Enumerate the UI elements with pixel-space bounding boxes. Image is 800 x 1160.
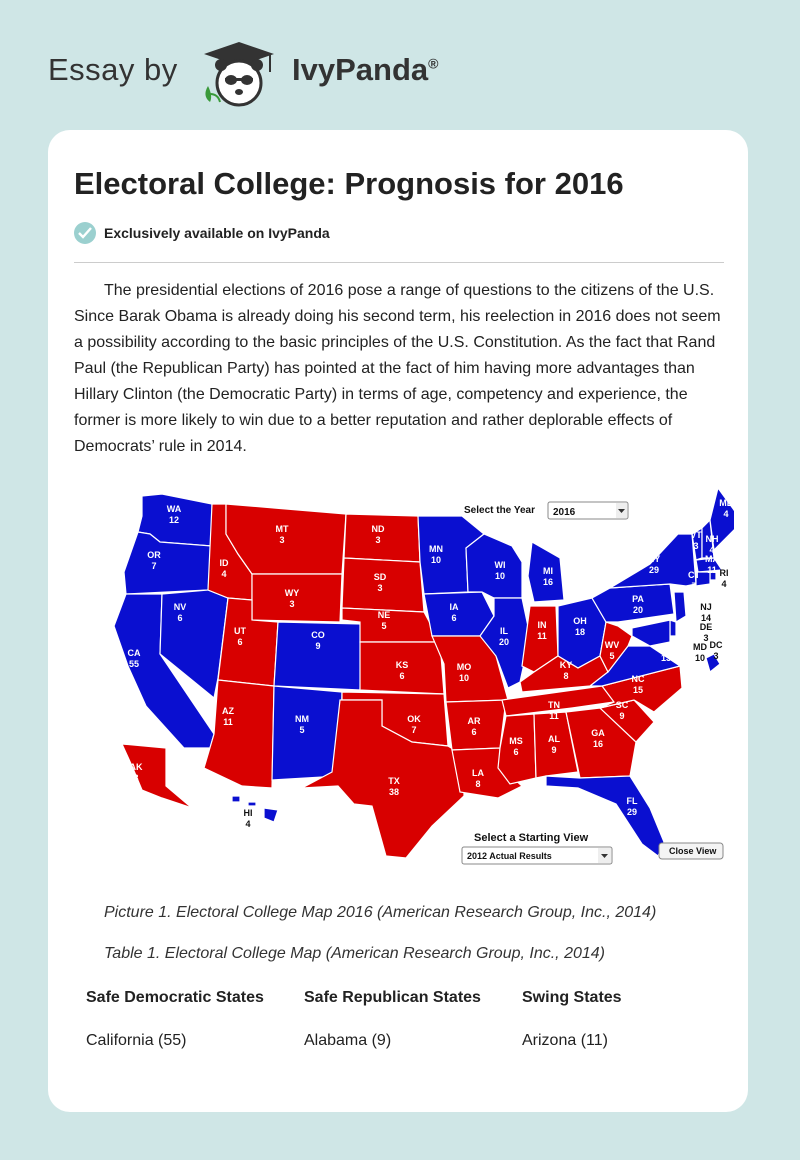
- state-votes-la: 8: [475, 779, 481, 789]
- state-label-oh: OH: [573, 616, 587, 626]
- year-select[interactable]: [548, 502, 628, 519]
- state-votes-sc: 9: [619, 711, 625, 721]
- state-label-wv: WV: [604, 640, 620, 650]
- state-votes-wy: 3: [289, 599, 295, 609]
- table-row: [74, 1010, 728, 1050]
- state-label-va: VA: [660, 642, 672, 652]
- state-votes-il: 20: [498, 637, 510, 647]
- state-label-ct: CT: [688, 570, 700, 580]
- picture-caption: Picture 1. Electoral College Map 2016 (American Research Group, Inc., 2014): [104, 904, 657, 921]
- column-header: Swing States: [522, 989, 622, 1006]
- state-votes-mn: 10: [430, 555, 442, 565]
- state-shapes: [114, 488, 734, 858]
- state-label-sd: SD: [373, 572, 387, 582]
- state-label-nh: NH: [705, 534, 719, 544]
- state-votes-ia: 6: [451, 613, 457, 623]
- registered-mark: ®: [428, 55, 439, 72]
- state-label-mi: MI: [543, 566, 553, 576]
- state-label-hi: HI: [243, 808, 253, 818]
- state-votes-ca: 55: [128, 659, 140, 669]
- column-header: Safe Republican States: [304, 989, 481, 1006]
- state-label-ca: CA: [127, 648, 141, 658]
- state-votes-mo: 10: [458, 673, 470, 683]
- state-label-al: AL: [548, 734, 560, 744]
- brand-name-text: IvyPanda: [292, 52, 429, 87]
- state-votes-ny: 29: [648, 565, 660, 575]
- state-nm[interactable]: [272, 686, 342, 780]
- state-votes-me: 4: [723, 509, 729, 519]
- state-label-ok: OK: [407, 714, 421, 724]
- state-votes-tx: 38: [388, 787, 400, 797]
- state-label-az: AZ: [222, 706, 234, 716]
- state-votes-co: 9: [315, 641, 321, 651]
- page-title: Electoral College: Prognosis for 2016: [74, 166, 624, 201]
- state-label-ga: GA: [591, 728, 605, 738]
- table-header-row: [74, 978, 728, 1010]
- state-votes-ak: 3: [133, 773, 139, 783]
- site-header: [0, 0, 800, 130]
- states-table: [74, 978, 728, 1050]
- state-label-fl: FL: [626, 796, 638, 806]
- state-votes-dc: 3: [713, 651, 719, 661]
- state-votes-nv: 6: [177, 613, 183, 623]
- state-label-nv: NV: [173, 602, 187, 612]
- state-label-wy: WY: [284, 588, 300, 598]
- state-label-ma: MA: [705, 554, 719, 564]
- state-votes-md: 10: [694, 653, 706, 663]
- state-label-il: IL: [500, 626, 508, 636]
- brand-name[interactable]: [292, 52, 438, 88]
- state-ia[interactable]: [424, 592, 494, 636]
- starting-view-label: Select a Starting View: [474, 832, 589, 844]
- state-label-ut: UT: [234, 626, 246, 636]
- column-header: Safe Democratic States: [86, 989, 264, 1006]
- state-label-de: DE: [699, 622, 713, 632]
- electoral-college-map: [102, 486, 734, 876]
- state-label-ia: IA: [449, 602, 459, 612]
- exclusive-badge: [74, 222, 330, 244]
- state-votes-vt: 3: [693, 541, 699, 551]
- state-sd[interactable]: [342, 558, 424, 612]
- year-select-value: 2016: [553, 507, 576, 518]
- state-votes-in: 11: [537, 631, 547, 641]
- state-votes-pa: 20: [632, 605, 644, 615]
- state-votes-oh: 18: [574, 627, 586, 637]
- brand-prefix: Essay by: [48, 52, 178, 87]
- state-votes-wi: 10: [494, 571, 506, 581]
- state-votes-de: 3: [703, 633, 709, 643]
- state-label-pa: PA: [632, 594, 644, 604]
- state-label-dc: DC: [709, 640, 723, 650]
- state-label-ri: RI: [719, 568, 729, 578]
- state-votes-ms: 6: [513, 747, 519, 757]
- state-votes-mi: 16: [542, 577, 554, 587]
- state-votes-ne: 5: [381, 621, 387, 631]
- state-wy[interactable]: [252, 574, 342, 622]
- state-label-ny: NY: [647, 554, 661, 564]
- state-fl[interactable]: [546, 776, 664, 856]
- state-label-nm: NM: [295, 714, 309, 724]
- state-label-ar: AR: [467, 716, 481, 726]
- table-cell: Alabama (9): [304, 1032, 392, 1049]
- state-votes-ks: 6: [399, 671, 405, 681]
- state-votes-ga: 16: [592, 739, 604, 749]
- state-label-wi: WI: [494, 560, 506, 570]
- state-label-ks: KS: [395, 660, 409, 670]
- state-hi[interactable]: [232, 796, 278, 822]
- state-label-ak: AK: [129, 762, 143, 772]
- table-cell: California (55): [86, 1032, 187, 1049]
- state-label-wa: WA: [166, 504, 182, 514]
- state-votes-hi: 4: [245, 819, 251, 829]
- state-votes-wv: 5: [609, 651, 615, 661]
- state-votes-ar: 6: [471, 727, 477, 737]
- state-votes-id: 4: [221, 569, 227, 579]
- state-label-in: IN: [537, 620, 547, 630]
- check-icon: [74, 222, 96, 244]
- state-mt[interactable]: [226, 504, 346, 574]
- state-label-mo: MO: [456, 662, 472, 672]
- state-votes-ma: 11: [707, 565, 717, 575]
- article-card: [48, 130, 748, 1112]
- table-caption: Table 1. Electoral College Map (American Research Group, Inc., 2014): [104, 945, 605, 962]
- state-label-ky: KY: [559, 660, 573, 670]
- state-votes-nc: 15: [632, 685, 644, 695]
- state-label-me: ME: [719, 498, 733, 508]
- state-votes-or: 7: [151, 561, 157, 571]
- state-votes-ut: 6: [237, 637, 243, 647]
- state-label-tn: TN: [548, 700, 560, 710]
- state-label-tx: TX: [388, 776, 400, 786]
- state-label-mt: MT: [275, 524, 289, 534]
- state-votes-ky: 8: [563, 671, 569, 681]
- state-label-la: LA: [472, 768, 484, 778]
- state-nd[interactable]: [344, 514, 420, 562]
- select-year-label: Select the Year: [464, 505, 535, 516]
- state-votes-az: 11: [223, 717, 233, 727]
- article-paragraph: The presidential elections of 2016 pose a range of questions to the citizens of the U.S. Since Barak Obama is already doing his second term, his reelection in 2016 does not seem a possibility according to the basic principles of the U.S. Constitution. As the fact that Rand Paul (the Republican Party) has pointed at the fact of him having more advantages than Hillary Clinton (the Democratic Party) in terms of age, competency and experience, the former is more likely to win due to a better reputation and rather deplorable effects of Democrats’ rule in 2014.: [74, 282, 721, 455]
- state-votes-va: 13: [660, 653, 672, 663]
- state-votes-ri: 4: [721, 579, 727, 589]
- state-votes-fl: 29: [626, 807, 638, 817]
- state-votes-ct: 7: [691, 581, 697, 591]
- starting-view-select[interactable]: [462, 847, 612, 864]
- starting-view-value: 2012 Actual Results: [467, 851, 552, 861]
- state-label-sc: SC: [615, 700, 629, 710]
- state-votes-nh: 4: [709, 545, 715, 555]
- state-votes-nm: 5: [299, 725, 305, 735]
- state-label-mn: MN: [429, 544, 443, 554]
- state-votes-ok: 7: [411, 725, 417, 735]
- state-label-id: ID: [219, 558, 229, 568]
- state-label-md: MD: [693, 642, 707, 652]
- state-votes-mt: 3: [279, 535, 285, 545]
- state-votes-nj: 14: [700, 613, 712, 623]
- state-label-vt: VT: [690, 530, 702, 540]
- state-votes-al: 9: [551, 745, 557, 755]
- panda-logo-icon[interactable]: [200, 38, 278, 108]
- state-label-ms: MS: [509, 736, 523, 746]
- exclusive-badge-text: Exclusively available on IvyPanda: [104, 225, 330, 241]
- close-view-button[interactable]: [659, 843, 723, 859]
- state-votes-nd: 3: [375, 535, 381, 545]
- state-label-nj: NJ: [700, 602, 712, 612]
- state-label-co: CO: [311, 630, 325, 640]
- state-votes-tn: 11: [549, 711, 559, 721]
- state-de[interactable]: [670, 620, 676, 636]
- state-nj[interactable]: [674, 592, 686, 622]
- divider: [74, 262, 724, 263]
- close-view-label: Close View: [669, 846, 717, 856]
- state-votes-sd: 3: [377, 583, 383, 593]
- state-votes-wa: 12: [168, 515, 180, 525]
- state-label-nc: NC: [631, 674, 645, 684]
- state-label-ne: NE: [377, 610, 391, 620]
- table-cell: Arizona (11): [522, 1032, 608, 1049]
- state-label-nd: ND: [371, 524, 385, 534]
- state-label-or: OR: [147, 550, 161, 560]
